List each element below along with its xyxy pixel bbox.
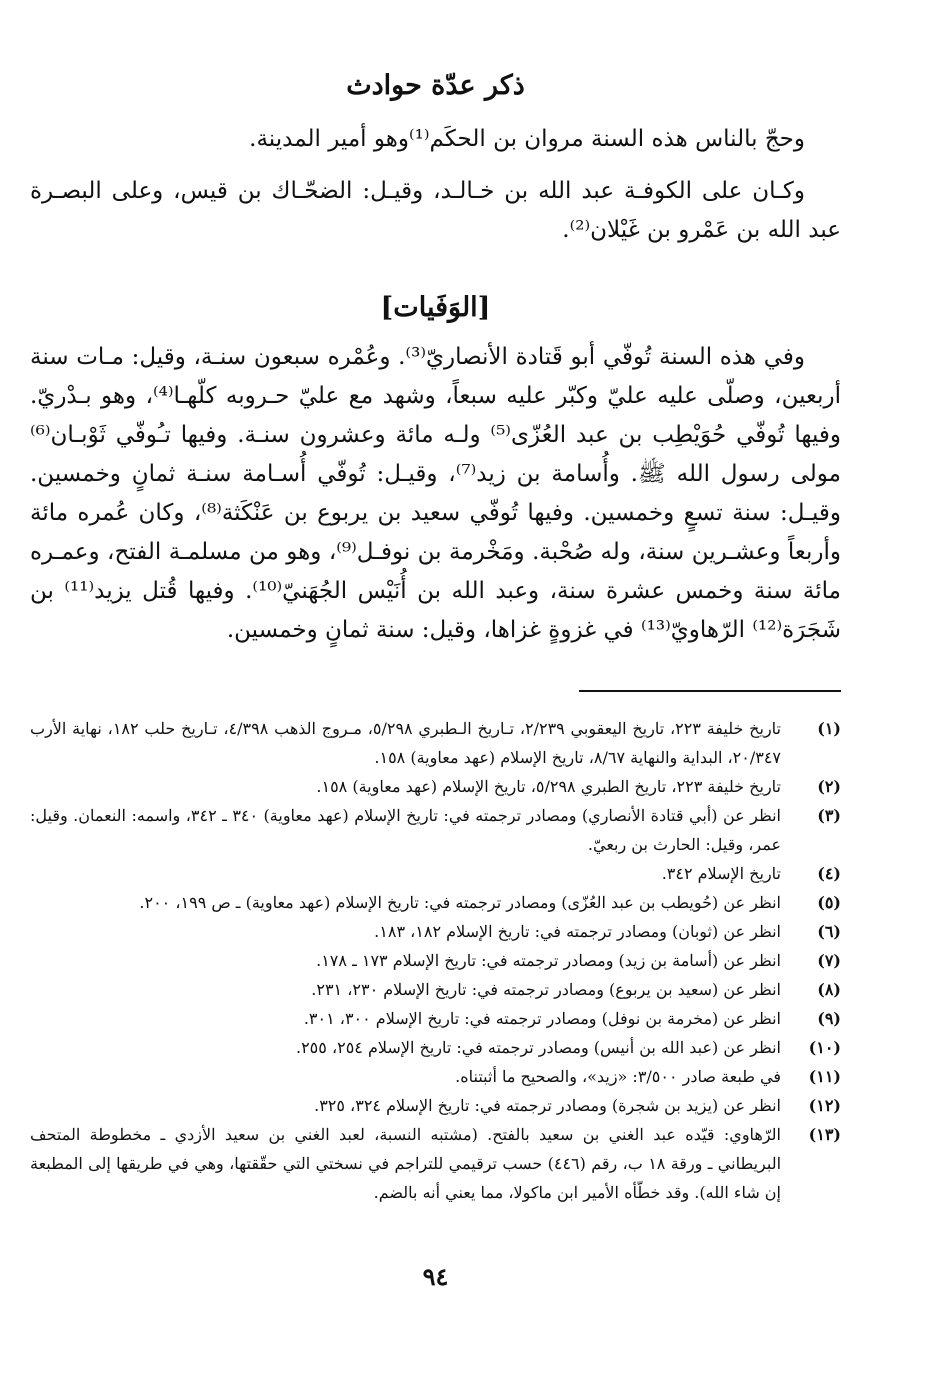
footnote-text: انظر عن (أسامة بن زيد) ومصادر ترجمته في: تاريخ الإسلام ١٧٣ ـ ١٧٨. bbox=[316, 951, 781, 970]
footnote bbox=[30, 917, 841, 946]
footnote-text: انظر عن (يزيد بن شجرة) ومصادر ترجمته في: تاريخ الإسلام ٣٢٤، ٣٢٥. bbox=[314, 1096, 781, 1115]
footnote-text: تاريخ الإسلام ٣٤٢. bbox=[661, 864, 781, 883]
footnote-number: (١٢) bbox=[808, 1096, 841, 1115]
footnote bbox=[30, 1033, 841, 1062]
footnote bbox=[30, 714, 841, 772]
footnote-text: الرّهاوي: قيّده عبد الغني بن سعيد بالفتح. (مشتبه النسبة، لعبد الغني بن سعيد الأزدي ـ مخطوطة المتحف البريطاني ـ ورقة ١٨ ب، رقم (٤٤٦) حسب ترقيمي للتراجم في نسختي التي حقّقتها، وهي في طريقها إلى المطبعة إن شاء الله). وقد خطّأه الأمير ابن ماكولا، مما يعني أنه بالضم. bbox=[30, 1125, 782, 1202]
footnote-number: (٤) bbox=[817, 864, 841, 883]
footnote-number: (١١) bbox=[808, 1067, 841, 1086]
paragraph-deaths: وفي هذه السنة تُوفّي أبو قَتادة الأنصاريّ⁽³⁾. وعُمْره سبعون سنـة، وقيل: مـات سنة أربعين، وصلّى عليه عليّ وكبّر عليه سبعاً، وشهد مع عليّ حـروبه كلّهـا⁽⁴⁾، وهو بـدْريّ. وفيها تُوفّي حُوَيْطِب بن عبد العُزّى⁽⁵⁾ ولـه مائة وعشرون سنـة. وفيها تـُوفّي ثَوْبـان⁽⁶⁾ مولى رسول الله ﷺ. وأُسامة بن زيد⁽⁷⁾، وقيـل: تُوفّي أُسـامة سنـة ثمانٍ وخمسين. وقيـل: سنة تسعٍ وخمسين. وفيها تُوفّي سعيد بن يربوع بن عَنْكَثة⁽⁸⁾، وكان عُمره مائة وأربعاً وعشـرين سنة، وله صُحْبة. ومَخْرمة بن نوفـل⁽⁹⁾، وهو من مسلمـة الفتح، وعمـره مائة سنة وخمس عشرة سنة، وعبد الله بن أُنَيْس الجُهَنيّ⁽¹⁰⁾. وفيها قُتل يزيد⁽¹¹⁾ بن شَجَرَة⁽¹²⁾ الرّهاويّ⁽¹³⁾ في غزوةٍ غزاها، وقيل: سنة ثمانٍ وخمسين. bbox=[30, 344, 842, 643]
footnote bbox=[30, 975, 841, 1004]
footnote bbox=[30, 1004, 841, 1033]
page-number: ٩٤ bbox=[422, 1262, 449, 1291]
footnote-number: (٩) bbox=[817, 1009, 841, 1028]
footnote-number: (٣) bbox=[817, 806, 841, 825]
section-title: ذكر عدّة حوادث bbox=[346, 70, 525, 101]
footnote-text: انظر عن (حُويطب بن عبد العُزّى) ومصادر ترجمته في: تاريخ الإسلام (عهد معاوية) ـ ص ١٩٩، ٢٠٠. bbox=[139, 893, 781, 912]
footnote bbox=[30, 1062, 841, 1091]
paragraph-governors: وكـان على الكوفـة عبد الله بن خـالـد، وقيـل: الضحّـاك بن قيس، وعلى البصـرة عبد الله بن عَمْرو بن غَيْلان⁽²⁾. bbox=[30, 178, 841, 243]
footnote bbox=[30, 946, 841, 975]
footnote-text: تاريخ خليفة ٢٢٣، تاريخ اليعقوبي ٢/٢٣٩، تـاريخ الـطبري ٥/٢٩٨، مـروج الذهب ٤/٣٩٨، تـاريخ حلب ١٨٢، نهاية الأرب ٢٠/٣٤٧، البداية والنهاية ٨/٦٧، تاريخ الإسلام (عهد معاوية) ١٥٨. bbox=[30, 719, 781, 767]
footnote-number: (٦) bbox=[817, 922, 841, 941]
footnote bbox=[30, 1120, 841, 1207]
footnote bbox=[30, 859, 841, 888]
footnote-number: (١٣) bbox=[808, 1125, 841, 1144]
footnote-text: انظر عن (عبد الله بن أنيس) ومصادر ترجمته في: تاريخ الإسلام ٢٥٤، ٢٥٥. bbox=[295, 1038, 781, 1057]
footnote-text: انظر عن (مخرمة بن نوفل) ومصادر ترجمته في: تاريخ الإسلام ٣٠٠، ٣٠١. bbox=[303, 1009, 781, 1028]
footnote-number: (١) bbox=[817, 719, 841, 738]
footnote-text: انظر عن (سعيد بن يربوع) ومصادر ترجمته في: تاريخ الإسلام ٢٣٠، ٢٣١. bbox=[311, 980, 781, 999]
book-page bbox=[30, 0, 841, 1374]
paragraph-hajj: وحجّ بالناس هذه السنة مروان بن الحكَم⁽¹⁾وهو أمير المدينة. bbox=[249, 126, 805, 152]
footnote bbox=[30, 772, 841, 801]
footnote-text: انظر عن (أبي قتادة الأنصاري) ومصادر ترجمته في: تاريخ الإسلام (عهد معاوية) ٣٤٠ ـ ٣٤٢، واسمه: النعمان. وقيل: عمر، وقيل: الحارث بن ربعيّ. bbox=[30, 806, 781, 854]
footnote bbox=[30, 801, 841, 859]
footnote-number: (٧) bbox=[817, 951, 841, 970]
footnote bbox=[30, 1091, 841, 1120]
footnote bbox=[30, 888, 841, 917]
footnote-text: في طبعة صادر ٣/٥٠٠: «زيد»، والصحيح ما أثبتناه. bbox=[455, 1067, 781, 1086]
deaths-title: [الوَفَيات] bbox=[380, 292, 491, 323]
footnote-number: (٥) bbox=[817, 893, 841, 912]
footnotes-list bbox=[30, 714, 841, 1207]
footnote-number: (٢) bbox=[817, 777, 841, 796]
footnote-divider bbox=[579, 690, 841, 692]
footnote-text: انظر عن (ثوبان) ومصادر ترجمته في: تاريخ الإسلام ١٨٢، ١٨٣. bbox=[374, 922, 781, 941]
footnote-number: (١٠) bbox=[808, 1038, 841, 1057]
footnote-text: تاريخ خليفة ٢٢٣، تاريخ الطبري ٥/٢٩٨، تاريخ الإسلام (عهد معاوية) ١٥٨. bbox=[316, 777, 781, 796]
footnote-number: (٨) bbox=[817, 980, 841, 999]
